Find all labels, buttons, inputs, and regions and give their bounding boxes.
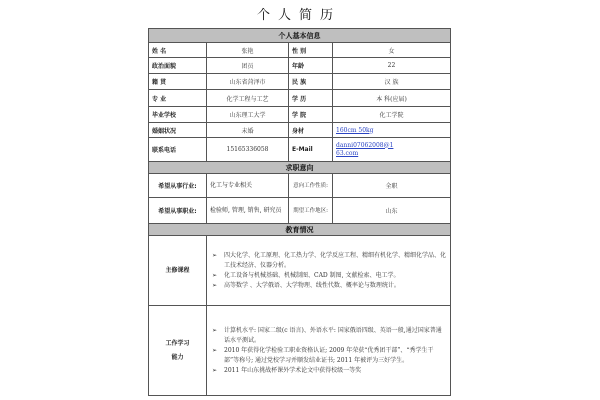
college-value: 化工学院: [333, 107, 451, 123]
age-value: 22: [333, 58, 451, 74]
intent-row: [149, 174, 451, 198]
list-item: ➢ 2011 年山东挑战杯课外学术论文中获得校级一等奖: [212, 366, 447, 376]
major-value: 化学工程与工艺: [207, 90, 289, 107]
basic-info-header: 个人基本信息: [149, 29, 451, 43]
basic-info-header-row: [149, 29, 451, 43]
study-label-line-1: 工作学习: [165, 339, 190, 347]
school-value: 山东理工大学: [207, 107, 289, 123]
name-value: 张艳: [207, 43, 289, 58]
gender-label: 性 别: [289, 43, 333, 58]
degree-value: 本 科(应届): [333, 90, 451, 107]
resume-page: [148, 0, 450, 400]
study-label: [149, 306, 207, 396]
hometown-value: 山东省菏泽市: [207, 74, 289, 90]
courses-label: 主修课程: [149, 236, 207, 306]
phone-value: 15165336058: [207, 138, 289, 162]
study-cell: [207, 306, 451, 396]
info-row: [149, 107, 451, 123]
study-row: [149, 306, 451, 396]
degree-label: 学 历: [289, 90, 333, 107]
college-label: 学 院: [289, 107, 333, 123]
industry-value: 化工与专业相关: [207, 174, 289, 198]
ethnicity-label: 民 族: [289, 74, 333, 90]
name-label: 姓 名: [149, 43, 207, 58]
info-row: [149, 123, 451, 138]
marital-value: 未婚: [207, 123, 289, 138]
marital-label: 婚姻状况: [149, 123, 207, 138]
info-row: [149, 58, 451, 74]
political-label: 政治面貌: [149, 58, 207, 74]
body-label: 身材: [289, 123, 333, 138]
intent-header: 求职意向: [149, 162, 451, 174]
courses-row: [149, 236, 451, 306]
region-label: 期望工作地区:: [289, 198, 333, 224]
list-item: ➢ 高等数学 、大学俄语、大学物理、线性代数、概率论与数理统计。: [212, 281, 447, 291]
phone-label: 联系电话: [149, 138, 207, 162]
age-label: 年龄: [289, 58, 333, 74]
resume-table: [148, 28, 451, 396]
education-header-row: [149, 224, 451, 236]
school-label: 毕业学校: [149, 107, 207, 123]
body-value[interactable]: [333, 123, 451, 138]
email-label: E-Mail: [289, 138, 333, 162]
job-label: 希望从事职业:: [149, 198, 207, 224]
major-label: 专 业: [149, 90, 207, 107]
info-row: [149, 74, 451, 90]
hometown-label: 籍 贯: [149, 74, 207, 90]
industry-label: 希望从事行业:: [149, 174, 207, 198]
info-row: [149, 43, 451, 58]
body-link[interactable]: 160cm 50kg: [336, 126, 374, 134]
study-list: [210, 326, 447, 376]
email-link[interactable]: danni07062008@163.com: [336, 141, 394, 157]
list-item: ➢ 四大化学、化工原理、化工热力学、化学反应工程、精细有机化学、精细化学品、化工技术经济、仪器分析。: [212, 251, 447, 271]
gender-value: 女: [333, 43, 451, 58]
list-item: ➢ 2010 年获得化学检验工职业资格认证; 2009 年荣获“优秀团干部”、“秀学生干部”等称号; 通过党校学习并顺发结业证书; 2011 年被评为三好学生。: [212, 346, 447, 366]
courses-list: [210, 251, 447, 291]
courses-cell: [207, 236, 451, 306]
page-title: 个人简历: [256, 8, 341, 23]
job-value: 检验师, 管理, 销售, 研究员: [207, 198, 289, 224]
region-value: 山东: [333, 198, 451, 224]
info-row: [149, 90, 451, 107]
ethnicity-value: 汉 族: [333, 74, 451, 90]
intent-header-row: [149, 162, 451, 174]
intent-row: [149, 198, 451, 224]
email-value[interactable]: [333, 138, 451, 162]
political-value: 团员: [207, 58, 289, 74]
nature-value: 全职: [333, 174, 451, 198]
nature-label: 意向工作性质:: [289, 174, 333, 198]
education-header: 教育情况: [149, 224, 451, 236]
list-item: ➢ 计算机水平: 国家二级(c 语言)、外语水平: 国家俄语四级、英语一般,通过国家普通话水平测试。: [212, 326, 447, 346]
list-item: ➢ 化工设备与机械基础、机械制图、CAD 制图, 文献检索、电工学。: [212, 271, 447, 281]
study-label-line-2: 能力: [171, 353, 184, 361]
info-row: [149, 138, 451, 162]
